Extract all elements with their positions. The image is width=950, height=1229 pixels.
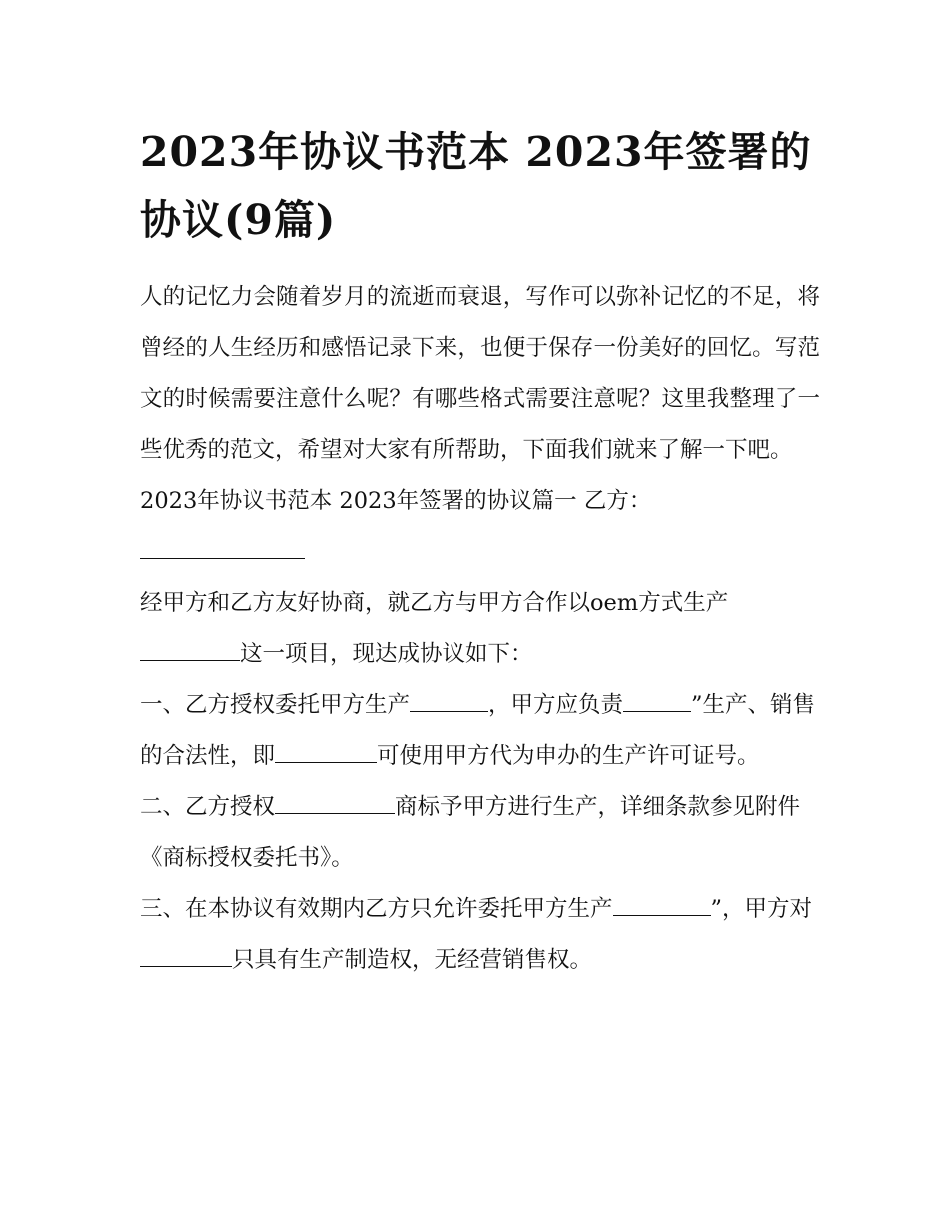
project-blank-line [140, 636, 240, 661]
clause-1-text-4: 可使用甲方代为申办的生产许可证号。 [377, 743, 760, 769]
agreement-intro-text-1: 经甲方和乙方友好协商，就乙方与甲方合作以oem方式生产 [140, 590, 729, 616]
clause-1-ie-blank [275, 738, 377, 763]
document-body [140, 272, 820, 986]
signature-line-paragraph [140, 527, 820, 578]
clause-3-text-1: 三、在本协议有效期内乙方只允许委托甲方生产 [140, 896, 613, 922]
clause-1-paragraph [140, 680, 820, 782]
clause-1-text-3: ”生产、销售的合法性，即 [140, 692, 816, 769]
intro-paragraph: 人的记忆力会随着岁月的流逝而衰退，写作可以弥补记忆的不足，将曾经的人生经历和感悟记录下来，也便于保存一份美好的回忆。写范文的时候需要注意什么呢？有哪些格式需要注意呢？这里我整理了一些优秀的范文，希望对大家有所帮助，下面我们就来了解一下吧。 [140, 284, 820, 463]
clause-3-product-blank [613, 891, 711, 916]
clause-3-object-blank [140, 942, 232, 967]
agreement-intro-paragraph [140, 578, 820, 680]
clause-2-text-2: 商标予甲方进行生产，详细条款参见附件《商标授权委托书》。 [140, 794, 801, 871]
clause-2-trademark-blank [275, 789, 395, 814]
clause-1-responsibility-blank [623, 687, 691, 712]
clause-1-product-blank [410, 687, 488, 712]
document-title: 2023年协议书范本 2023年签署的协议(9篇) [140, 128, 812, 244]
clause-3-paragraph [140, 884, 820, 986]
agreement-intro-text-2: 这一项目，现达成协议如下： [240, 641, 533, 667]
clause-3-text-3: 只具有生产制造权，无经营销售权。 [232, 947, 593, 973]
clause-1-text-1: 一、乙方授权委托甲方生产 [140, 692, 411, 718]
clause-1-text-2: ，甲方应负责 [488, 692, 624, 718]
section-heading: 2023年协议书范本 2023年签署的协议篇一 乙方： [140, 488, 652, 514]
clause-2-text-1: 二、乙方授权 [140, 794, 276, 820]
signature-blank-line [140, 534, 305, 559]
clause-3-text-2: ”，甲方对 [710, 896, 813, 922]
clause-2-paragraph [140, 782, 820, 884]
